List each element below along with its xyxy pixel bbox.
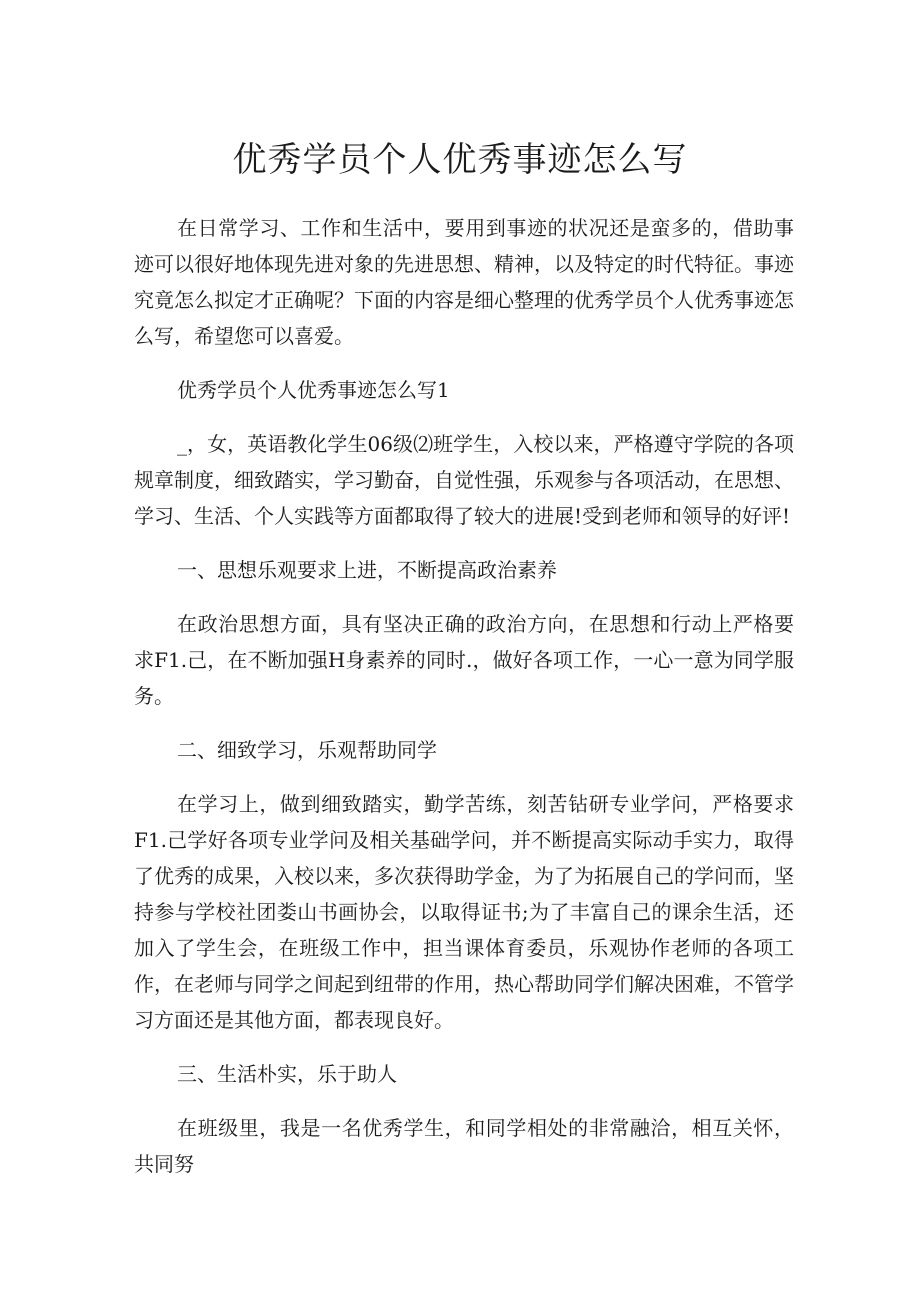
- document-title: 优秀学员个人优秀事迹怎么写: [232, 140, 688, 180]
- body-paragraph: _，女，英语教化学生06级⑵班学生，入校以来，严格遵守学院的各项规章制度，细致踏实，学习勤奋，自觉性强，乐观参与各项活动，在思想、学习、生活、个人实践等方面都取得了较大的进展!受到老师和领导的好评!: [134, 432, 794, 528]
- body-paragraph: 在学习上，做到细致踏实，勤学苦练，刻苦钻研专业学问，严格要求F1.己学好各项专业学问及相关基础学问，并不断提高实际动手实力，取得了优秀的成果，入校以来，多次获得助学金，为了为拓展自己的学问而，坚持参与学校社团娄山书画协会，以取得证书;为了丰富自己的课余生活，还加入了学生会，在班级工作中，担当课体育委员，乐观协作老师的各项工作，在老师与同学之间起到纽带的作用，热心帮助同学们解决困难，不管学习方面还是其他方面，都表现良好。: [134, 792, 794, 1032]
- body-paragraph: 在班级里，我是一名优秀学生，和同学相处的非常融洽，相互关怀，共同努: [134, 1116, 794, 1176]
- body-paragraph: 在政治思想方面，具有坚决正确的政治方向，在思想和行动上严格要求F1.己，在不断加强H身素养的同时.，做好各项工作，一心一意为同学服务。: [134, 612, 794, 708]
- document-body: [134, 210, 794, 1182]
- section-heading: 二、细致学习，乐观帮助同学: [177, 738, 437, 762]
- section-subtitle: 优秀学员个人优秀事迹怎么写1: [177, 378, 450, 402]
- intro-paragraph: 在日常学习、工作和生活中，要用到事迹的状况还是蛮多的，借助事迹可以很好地体现先进对象的先进思想、精神，以及特定的时代特征。事迹究竟怎么拟定才正确呢？下面的内容是细心整理的优秀学员个人优秀事迹怎么写，希望您可以喜爱。: [134, 216, 794, 348]
- section-heading: 一、思想乐观要求上进，不断提高政治素养: [177, 558, 557, 582]
- section-heading: 三、生活朴实，乐于助人: [177, 1062, 397, 1086]
